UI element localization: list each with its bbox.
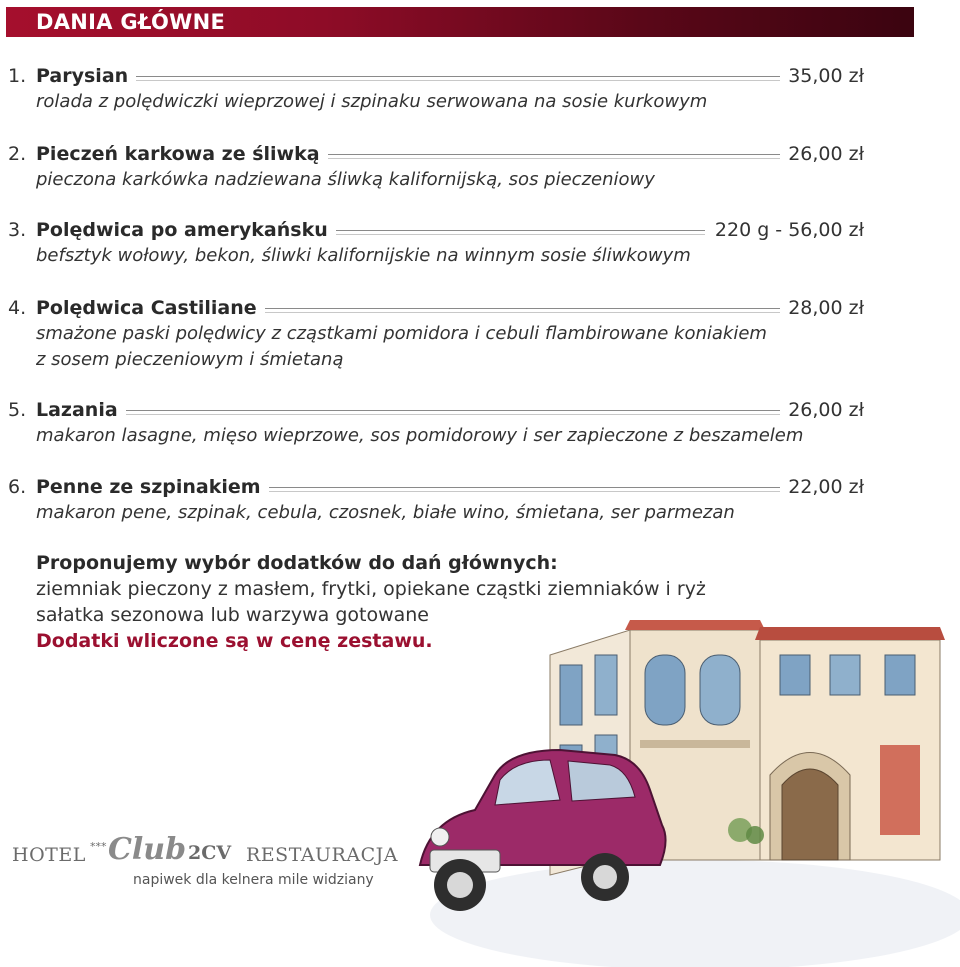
side-dishes-line: sałatka sezonowa lub warzywa gotowane — [36, 604, 429, 626]
item-name: Polędwica Castiliane — [36, 295, 265, 321]
menu-item — [0, 63, 960, 112]
tip-note: napiwek dla kelnera mile widziany — [133, 872, 374, 888]
menu-item — [0, 397, 960, 446]
item-number: 3. — [8, 219, 27, 241]
item-name: Polędwica po amerykańsku — [36, 217, 336, 243]
logo-restaurant-text: RESTAURACJA — [246, 844, 398, 866]
leader-line — [300, 154, 780, 155]
item-price: 28,00 zł — [780, 295, 864, 321]
side-dishes-line: ziemniak pieczony z masłem, frytki, opiekane cząstki ziemniaków i ryż — [36, 578, 706, 600]
item-price: 22,00 zł — [780, 474, 864, 500]
item-name: Penne ze szpinakiem — [36, 474, 269, 500]
menu-item — [0, 295, 960, 370]
item-price: 220 g - 56,00 zł — [707, 217, 864, 243]
section-title: DANIA GŁÓWNE — [36, 10, 226, 34]
item-name: Lazania — [36, 397, 126, 423]
leader-line — [250, 487, 780, 488]
item-description: rolada z polędwiczki wieprzowej i szpinaku serwowana na sosie kurkowym — [36, 91, 708, 112]
logo-model-text: 2CV — [188, 842, 232, 864]
item-description: smażone paski polędwicy z cząstkami pomidora i cebuli flambirowane koniakiem — [36, 323, 767, 344]
item-number: 4. — [8, 297, 27, 319]
menu-item — [0, 474, 960, 523]
item-price: 26,00 zł — [780, 141, 864, 167]
menu-item — [0, 217, 960, 266]
item-number: 5. — [8, 399, 27, 421]
item-description: makaron pene, szpinak, cebula, czosnek, białe wino, śmietana, ser parmezan — [36, 502, 735, 523]
item-number: 2. — [8, 143, 27, 165]
section-header — [6, 7, 914, 37]
menu-item — [0, 141, 960, 190]
street-car-illustration — [400, 615, 960, 967]
item-name: Parysian — [36, 63, 136, 89]
item-description: befsztyk wołowy, bekon, śliwki kalifornijskie na winnym sosie śliwkowym — [36, 245, 691, 266]
logo-club-text: Club — [108, 832, 187, 867]
item-description: z sosem pieczeniowym i śmietaną — [36, 349, 344, 370]
building-right — [755, 627, 945, 860]
leader-line — [246, 308, 780, 309]
item-description: makaron lasagne, mięso wieprzowe, sos pomidorowy i ser zapieczone z beszamelem — [36, 425, 804, 446]
logo-stars: *** — [90, 840, 107, 853]
item-number: 1. — [8, 65, 27, 87]
side-dishes-note: Dodatki wliczone są w cenę zestawu. — [36, 630, 433, 652]
item-price: 35,00 zł — [780, 63, 864, 89]
item-number: 6. — [8, 476, 27, 498]
leader-line — [312, 230, 705, 231]
logo-hotel-text: HOTEL — [12, 844, 86, 866]
leader-line — [130, 76, 780, 77]
item-name: Pieczeń karkowa ze śliwką — [36, 141, 328, 167]
item-description: pieczona karkówka nadziewana śliwką kalifornijską, sos pieczeniowy — [36, 169, 655, 190]
side-dishes-heading: Proponujemy wybór dodatków do dań głównych: — [36, 552, 558, 574]
item-price: 26,00 zł — [780, 397, 864, 423]
leader-line — [118, 410, 780, 411]
